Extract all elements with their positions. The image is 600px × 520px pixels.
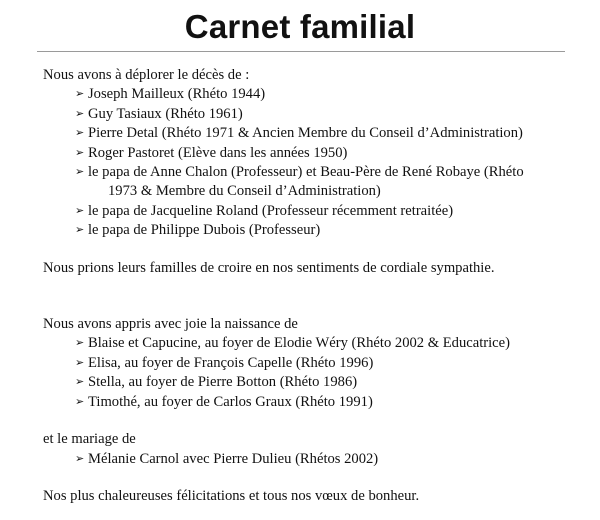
list-item: ➢ le papa de Jacqueline Roland (Professeur récemment retraitée) xyxy=(75,202,573,221)
list-item: ➢ le papa de Philippe Dubois (Professeur) xyxy=(75,221,573,240)
arrow-bullet-icon: ➢ xyxy=(75,127,85,140)
marriage-list xyxy=(43,450,573,469)
arrow-bullet-icon: ➢ xyxy=(75,376,85,389)
deaths-intro: Nous avons à déplorer le décès de : xyxy=(43,67,250,83)
births-list xyxy=(43,334,573,412)
deaths-closing: Nous prions leurs familles de croire en nos sentiments de cordiale sympathie. xyxy=(43,259,495,276)
list-item-continuation: 1973 & Membre du Conseil d’Administration) xyxy=(108,183,381,200)
arrow-bullet-icon: ➢ xyxy=(75,337,85,350)
list-item: ➢ Guy Tasiaux (Rhéto 1961) xyxy=(75,105,573,124)
arrow-bullet-icon: ➢ xyxy=(75,452,85,465)
arrow-bullet-icon: ➢ xyxy=(75,204,85,217)
list-item: ➢ Joseph Mailleux (Rhéto 1944) xyxy=(75,85,573,104)
list-item: ➢ Stella, au foyer de Pierre Botton (Rhéto 1986) xyxy=(75,373,573,392)
marriage-intro: et le mariage de xyxy=(43,431,136,448)
title-divider xyxy=(37,51,565,52)
arrow-bullet-icon: ➢ xyxy=(75,395,85,408)
list-item: ➢ Timothé, au foyer de Carlos Graux (Rhéto 1991) xyxy=(75,393,573,412)
list-item: ➢ Roger Pastoret (Elève dans les années 1950) xyxy=(75,144,573,163)
list-item: ➢ Mélanie Carnol avec Pierre Dulieu (Rhétos 2002) xyxy=(75,450,573,469)
page-title: Carnet familial xyxy=(184,8,416,45)
births-intro: Nous avons appris avec joie la naissance de xyxy=(43,316,298,333)
list-item: ➢ Blaise et Capucine, au foyer de Elodie Wéry (Rhéto 2002 & Educatrice) xyxy=(75,334,573,353)
arrow-bullet-icon: ➢ xyxy=(75,166,85,179)
list-item: ➢ Pierre Detal (Rhéto 1971 & Ancien Membre du Conseil d’Administration) xyxy=(75,124,573,143)
deaths-list xyxy=(43,85,573,240)
arrow-bullet-icon: ➢ xyxy=(75,88,85,101)
arrow-bullet-icon: ➢ xyxy=(75,224,85,237)
arrow-bullet-icon: ➢ xyxy=(75,107,85,120)
document-body xyxy=(43,66,573,506)
arrow-bullet-icon: ➢ xyxy=(75,146,85,159)
closing-text: Nos plus chaleureuses félicitations et tous nos vœux de bonheur. xyxy=(43,487,420,504)
arrow-bullet-icon: ➢ xyxy=(75,356,85,369)
list-item: ➢ le papa de Anne Chalon (Professeur) et Beau-Père de René Robaye (Rhéto 1973 & Membre du Conseil d’Administration) xyxy=(75,163,573,202)
list-item: ➢ Elisa, au foyer de François Capelle (Rhéto 1996) xyxy=(75,354,573,373)
